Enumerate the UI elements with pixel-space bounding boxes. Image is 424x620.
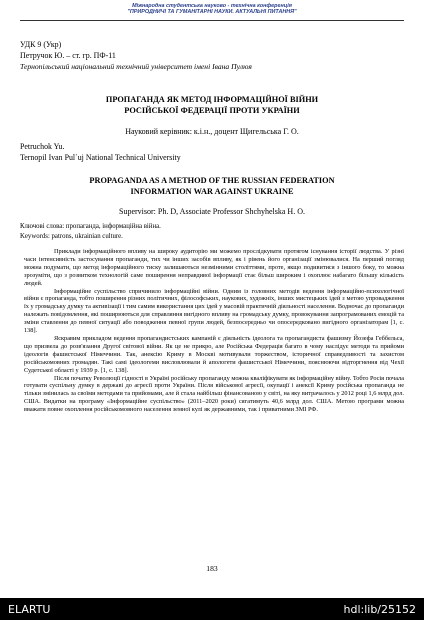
university-ua: Тернопільський національний технічний університет імені Івана Пулюя (20, 62, 252, 71)
paragraph: Після початку Революції гідності в Україні російську пропаганду можна кваліфікувати як інформаційну війну. Тобто Росія почала готувати суспільну думку в державі до агресії проти України. Після військової агресії, окупації і анексії Криму російська пропаганда не тільки змінилась за своїми методами та прийомами, але й стала найбільш фінансованою у світі, на яку витрачалось у 2012 році 1,6 млрд дол. США. Видатки на програму «Інформаційне суспільство» (2011–2020 роки) сягатимуть 40,6 млрд дол. США. Метою програми можна вважати повне охоплення російськомовного населення земної кулі як державними, так і приватними ЗМІ РФ. (24, 374, 404, 414)
keywords-en: Keywords: patrons, ukrainian culture. (20, 233, 123, 240)
supervisor-en: Supervisor: Ph. D, Associate Professor Shchyhelska H. O. (119, 207, 305, 216)
author-ua: Петручок Ю. – ст. гр. ПФ-11 (20, 51, 116, 60)
author-en: Petruchok Yu. (20, 142, 65, 151)
keywords-ua: Ключові слова: пропаганда, інформаційна війна. (20, 223, 161, 230)
paragraph: Інформаційне суспільство спричинило інформаційні війни. Одним із головних методів ведення інформаційно-психологічної війни є пропаганда, тобто поширення різних політичних, філософських, наукових, художніх, інших мистецьких ідей з метою упровадження їх у громадську думку та активізації і тим самим використання цих ідей у масовій практичній діяльності населення. Водночас до пропаганди належать повідомлення, які поширюються для справляння вигідного впливу на громадську думку, провокування запрограмованих емоцій та зміни ставлення до певної ситуації або поводження певної групи людей, безпосередньо чи опосередковано вигідного організаторам [1, с. 138]. (24, 287, 404, 335)
udc-code: УДК 9 (Укр) (20, 40, 62, 49)
title-en-line-2: INFORMATION WAR AGAINST UKRAINE (130, 187, 294, 196)
page-number: 183 (206, 564, 218, 573)
university-en: Ternopil Ivan Pul`uj National Technical University (20, 153, 181, 162)
conference-line-2: "ПРИРОДНИЧІ ТА ГУМАНІТАРНІ НАУКИ. АКТУАЛЬНІ ПИТАННЯ" (127, 9, 297, 16)
footer-repository-name: ELARTU (8, 603, 51, 616)
title-ua-line-1: ПРОПАГАНДА ЯК МЕТОД ІНФОРМАЦІЙНОЇ ВІЙНИ (105, 95, 319, 104)
supervisor-ua: Науковий керівник: к.і.н., доцент Щигельська Г. О. (125, 127, 299, 136)
title-ua-line-2: РОСІЙСЬКОЇ ФЕДЕРАЦІЇ ПРОТИ УКРАЇНИ (124, 106, 300, 115)
header-rule (20, 20, 404, 21)
paragraph: Яскравим прикладом ведення пропагандистських кампаній є діяльність ідеолога та пропагандиста фашизму Йозефа Геббельса, що призвела до розв'язання Другої світової війни. Як це не прикро, але Російська Федерація багато в чому наслідує методи та прийоми ідеологів фашистської Німеччини. Так, анексію Криму в Москві мотивували торжеством, історичної справедливості та захистом російськомовних громадян. Такі самі ідеологеми висловлювали й апологети фашистської Німеччини, пояснюючи відторгнення від Чехії Судетської області у 1939 р. [1, с. 138]. (24, 334, 404, 374)
conference-line-1: Міжнародна студентська науково - технічна конференція (132, 3, 292, 9)
title-en-line-1: PROPAGANDA AS A METHOD OF THE RUSSIAN FEDERATION (89, 176, 335, 185)
footer-handle: hdl:lib/25152 (343, 603, 416, 616)
repository-footer (0, 598, 424, 620)
paragraph: Приклади інформаційного впливу на широку аудиторію ми можемо прослідкувати протягом існування історії людства. У різні часи інтенсивність застосування пропаганди, тих чи інших засобів впливу, як і рівень його організації змінювалися. На перший погляд можна подумати, що метод інформаційного тиску залишаються незмінними століттями, проте, якщо подивитися з іншого боку, то можна зрозуміти, що з розвитком технологій саме поширення неправдивої інформації стає більш широким і охоплює набагато більшу кількість людей. (24, 248, 404, 287)
body-text (24, 248, 404, 414)
conference-header (20, 3, 404, 16)
